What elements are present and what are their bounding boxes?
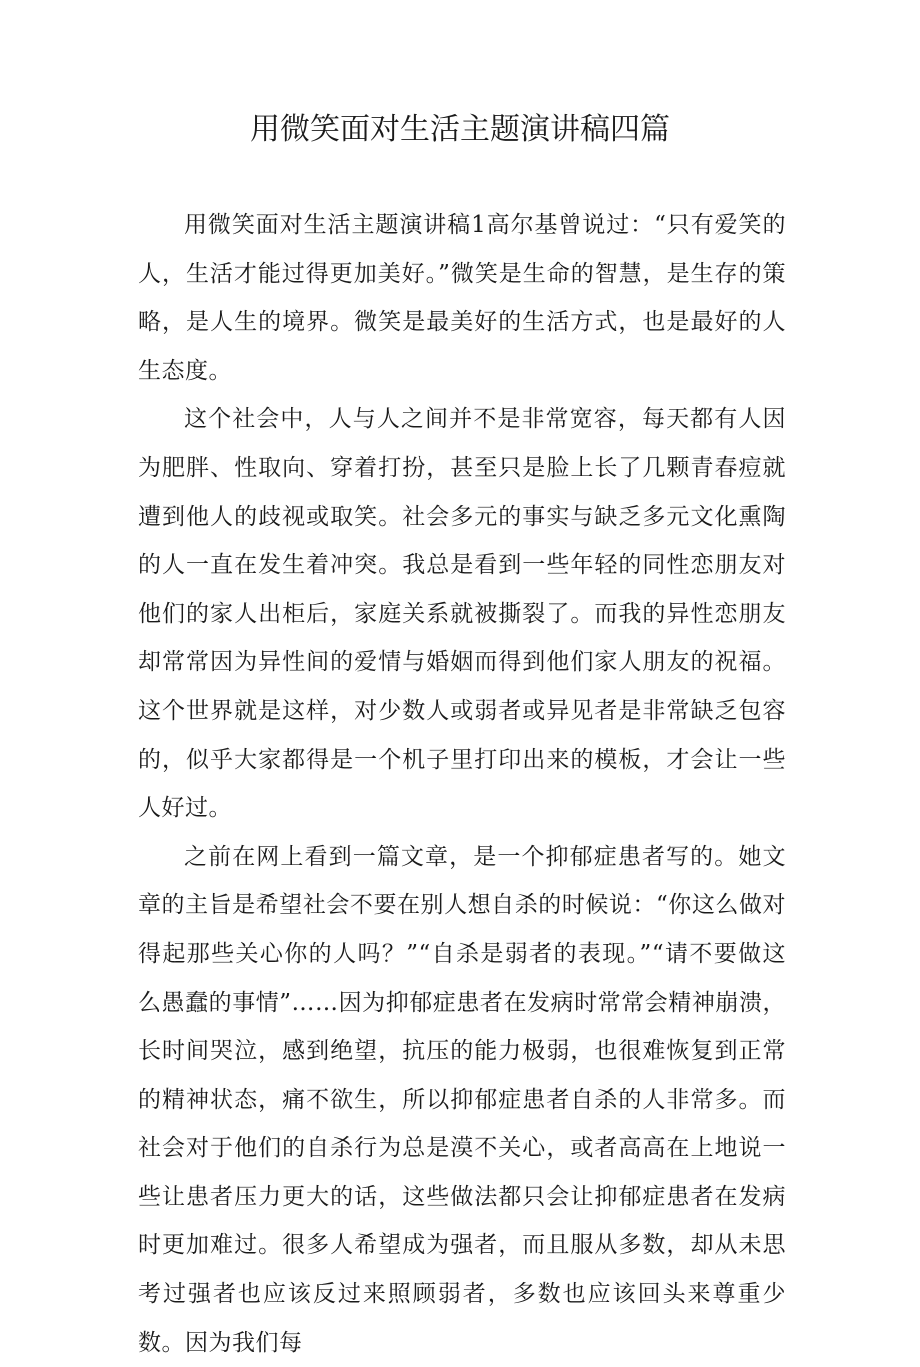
document-title: 用微笑面对生活主题演讲稿四篇 — [250, 112, 670, 147]
paragraph-3: 之前在网上看到一篇文章，是一个抑郁症患者写的。她文章的主旨是希望社会不要在别人想自杀的时候说：“你这么做对得起那些关心你的人吗？”“自杀是弱者的表现。”“请不要做这么愚蠢的事情”……因为抑郁症患者在发病时常常会精神崩溃，长时间哭泣，感到绝望，抗压的能力极弱，也很难恢复到正常的精神状态，痛不欲生，所以抑郁症患者自杀的人非常多。而社会对于他们的自杀行为总是漠不关心，或者高高在上地说一些让患者压力更大的话，这些做法都只会让抑郁症患者在发病时更加难过。很多人希望成为强者，而且服从多数，却从未思考过强者也应该反过来照顾弱者，多数也应该回头来尊重少数。因为我们每 — [138, 843, 786, 1356]
paragraph-1: 用微笑面对生活主题演讲稿1高尔基曾说过：“只有爱笑的人，生活才能过得更加美好。”微笑是生命的智慧，是生存的策略，是人生的境界。微笑是最美好的生活方式，也是最好的人生态度。 — [138, 212, 786, 384]
paragraph-2: 这个社会中，人与人之间并不是非常宽容，每天都有人因为肥胖、性取向、穿着打扮，甚至只是脸上长了几颗青春痘就遭到他人的歧视或取笑。社会多元的事实与缺乏多元文化熏陶的人一直在发生着冲突。我总是看到一些年轻的同性恋朋友对他们的家人出柜后，家庭关系就被撕裂了。而我的异性恋朋友却常常因为异性间的爱情与婚姻而得到他们家人朋友的祝福。这个世界就是这样，对少数人或弱者或异见者是非常缺乏包容的，似乎大家都得是一个机子里打印出来的模板，才会让一些人好过。 — [138, 406, 786, 822]
document-body — [138, 201, 786, 1367]
